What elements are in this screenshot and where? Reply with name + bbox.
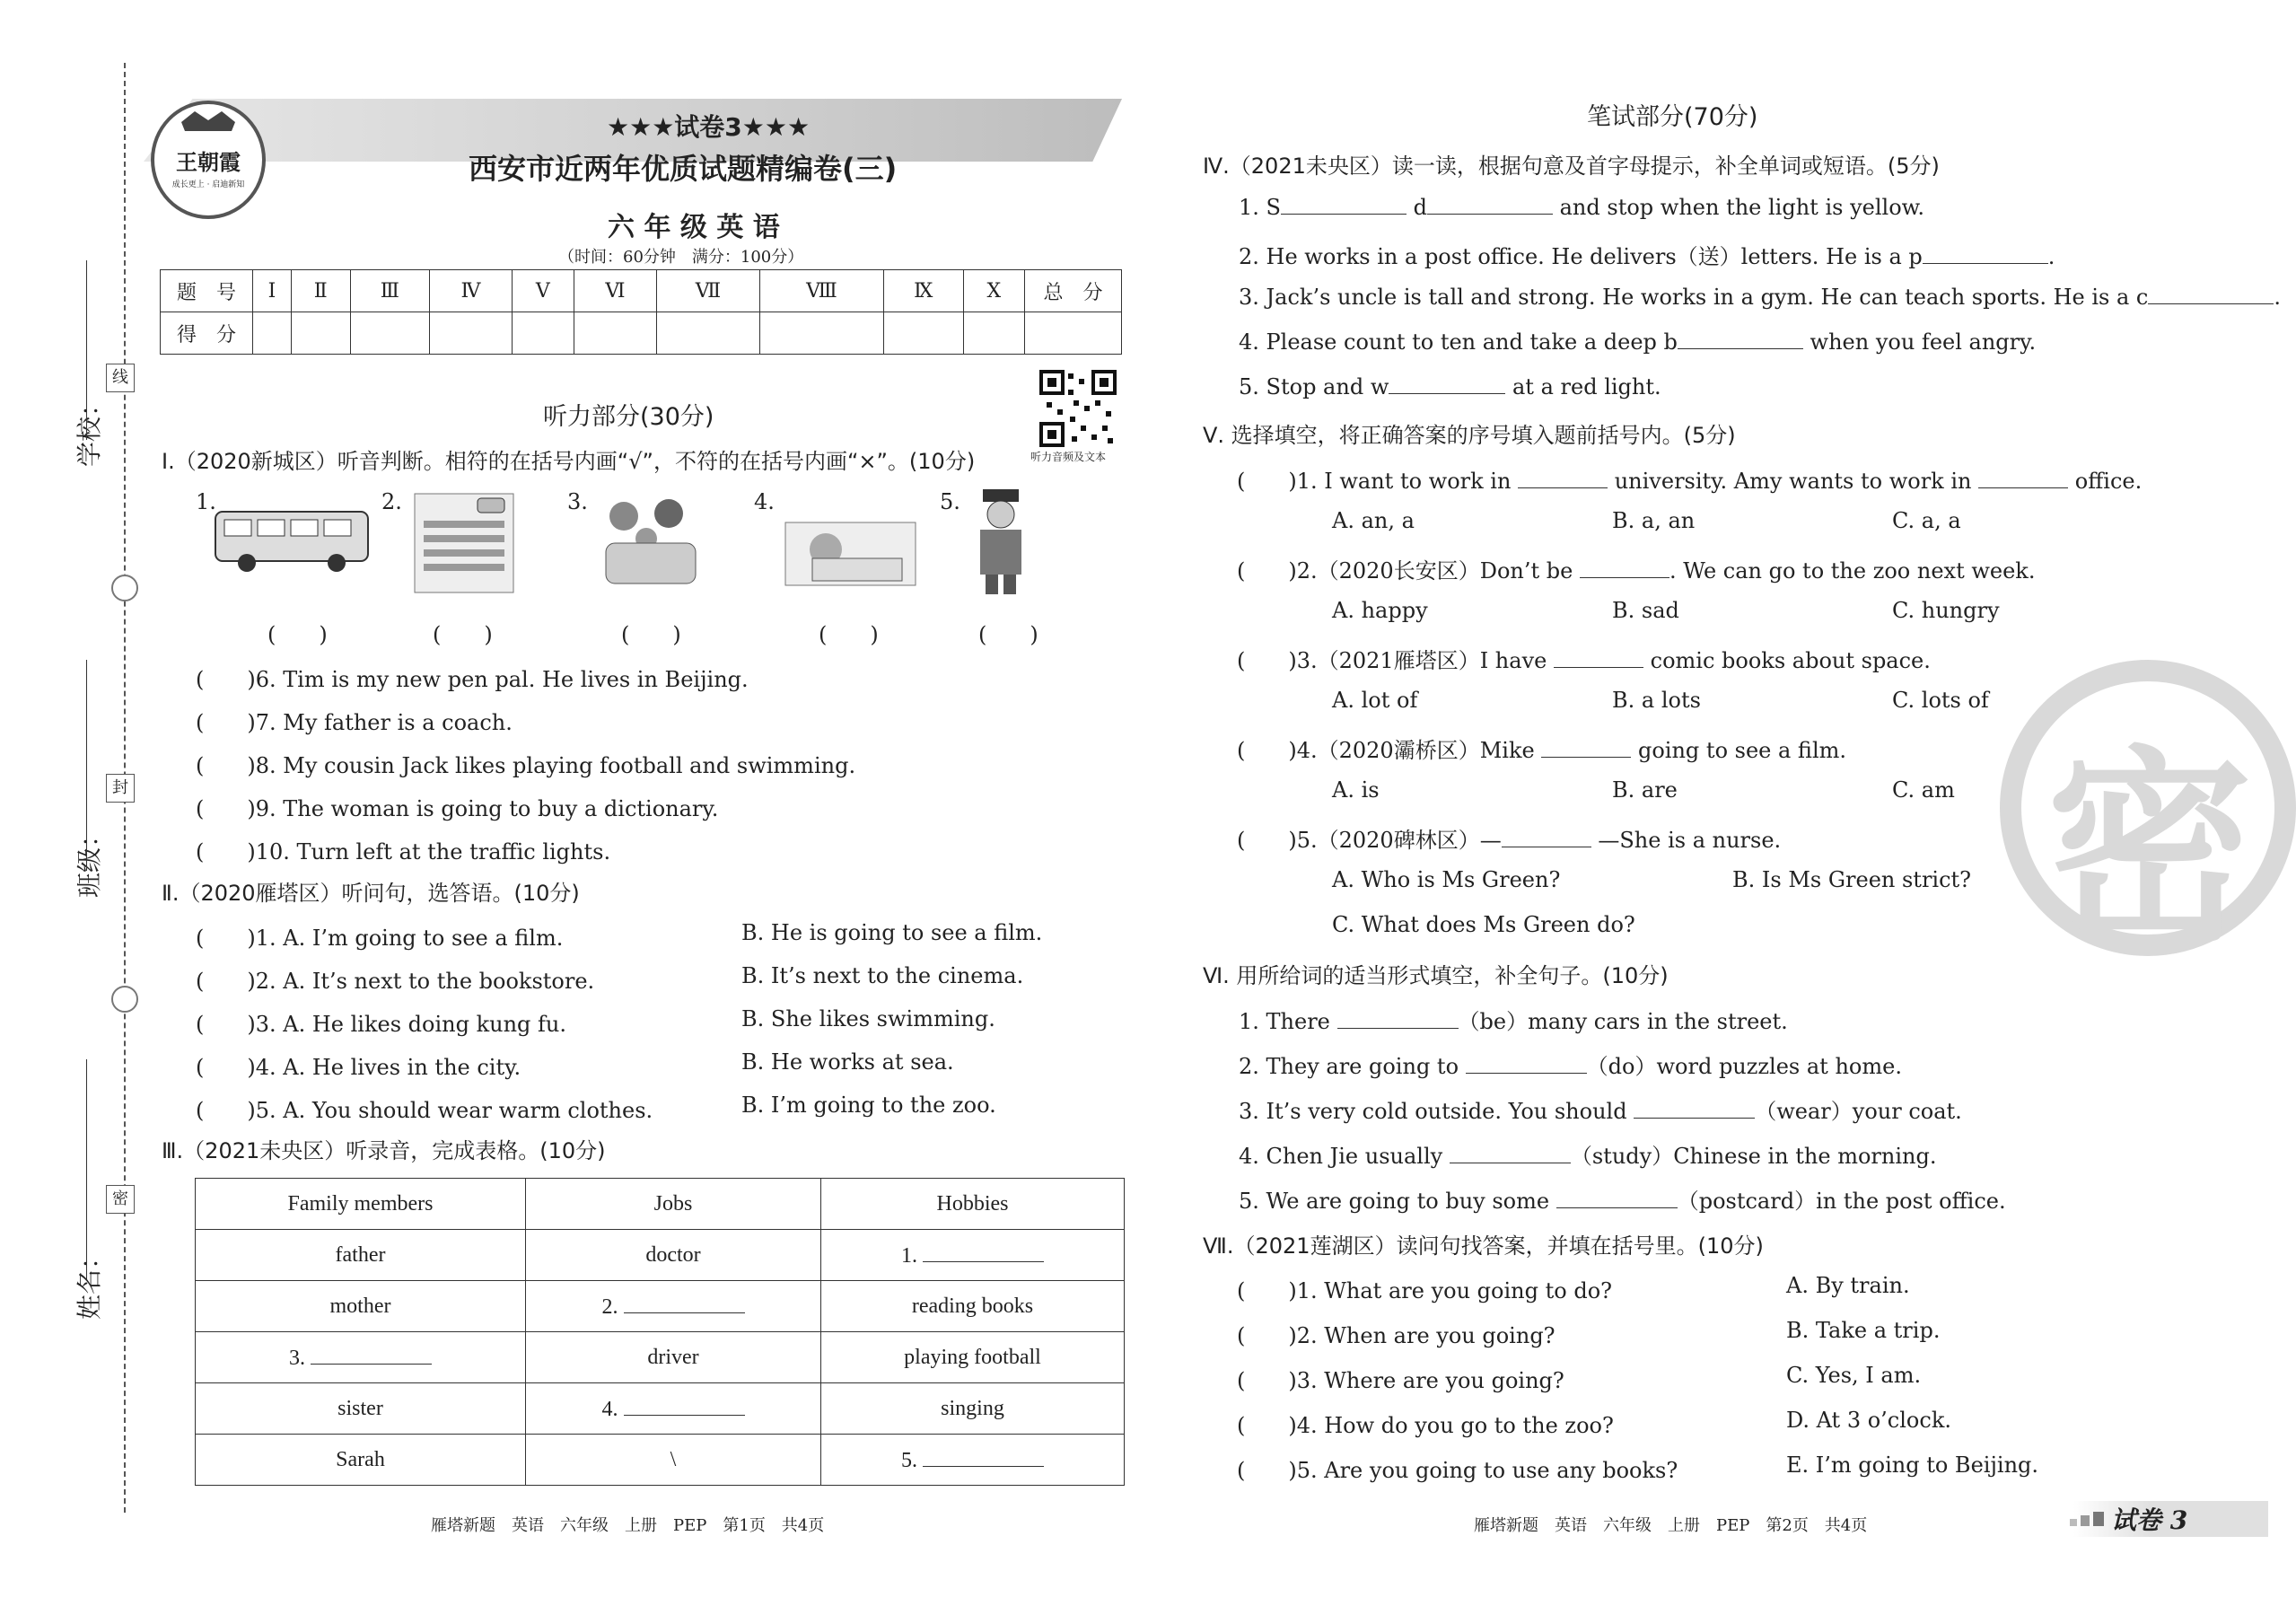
- option-a: A. Who is Ms Green?: [1332, 867, 1561, 892]
- score-cell[interactable]: [430, 312, 512, 355]
- score-header-cell: Ⅸ: [883, 270, 963, 312]
- table-cell: doctor: [526, 1230, 821, 1281]
- name-label: 姓名：: [74, 1243, 104, 1320]
- option-c: C. am: [1892, 777, 1955, 803]
- section-6-heading: Ⅵ. 用所给词的适当形式填空，补全句子。(10分): [1203, 963, 1669, 988]
- question-item: ( )4. A. He lives in the city.: [196, 1055, 521, 1080]
- table-header: Hobbies: [821, 1179, 1125, 1230]
- option-c: C. What does Ms Green do?: [1332, 912, 1635, 937]
- question-item: ( )1. I want to work in university. Amy wants to work in office.: [1237, 469, 2143, 494]
- pic-number: 3.: [567, 489, 588, 514]
- answer-option: A. By train.: [1786, 1273, 1910, 1298]
- question-item: 3. Jack’s uncle is tall and strong. He works in a gym. He can teach sports. He is a c .: [1239, 285, 2282, 310]
- score-cell[interactable]: [963, 312, 1024, 355]
- option-b: B. He is going to see a film.: [741, 920, 1043, 945]
- answer-paren[interactable]: ( ): [819, 622, 879, 647]
- footer-right: 雁塔新题 英语 六年级 上册 PEP 第2页 共4页: [1474, 1516, 1868, 1535]
- family-reading-icon: [588, 494, 714, 592]
- table-cell: mother: [196, 1281, 526, 1332]
- score-header-cell: 总 分: [1025, 270, 1122, 312]
- question-item: ( )1. A. I’m going to see a film.: [196, 926, 564, 951]
- bus-icon: [211, 507, 377, 575]
- question-item: 1. S d and stop when the light is yellow.: [1239, 195, 1924, 220]
- table-cell: singing: [821, 1383, 1125, 1435]
- name-input[interactable]: [86, 1059, 87, 1279]
- table-header: Jobs: [526, 1179, 821, 1230]
- question-item: ( )3. Where are you going?: [1237, 1368, 1564, 1393]
- pic-number: 2.: [381, 489, 402, 514]
- option-a: A. an, a: [1332, 508, 1415, 533]
- question-item: ( )5. A. You should wear warm clothes.: [196, 1098, 653, 1123]
- paper-tag: ★★★试卷3★★★: [607, 112, 811, 142]
- qr-caption: 听力音频及文本: [1030, 451, 1107, 463]
- option-b: B. Is Ms Green strict?: [1732, 867, 1972, 892]
- answer-option: E. I’m going to Beijing.: [1786, 1452, 2039, 1478]
- seal-mark-line: 线: [106, 364, 135, 392]
- table-cell: driver: [526, 1332, 821, 1383]
- option-b: B. sad: [1612, 598, 1679, 623]
- question-item: ( )7. My father is a coach.: [196, 710, 513, 735]
- score-cell[interactable]: [656, 312, 759, 355]
- answer-option: C. Yes, I am.: [1786, 1363, 1922, 1388]
- school-input[interactable]: [86, 260, 87, 440]
- option-a: A. lot of: [1332, 688, 1418, 713]
- question-item: ( )9. The woman is going to buy a dictionary.: [196, 796, 719, 821]
- option-a: A. is: [1332, 777, 1380, 803]
- question-item: ( )6. Tim is my new pen pal. He lives in Beijing.: [196, 667, 749, 692]
- question-item: 3. It’s very cold outside. You should （wear）your coat.: [1239, 1099, 1962, 1124]
- section-7-heading: Ⅶ.（2021莲湖区）读问句找答案，并填在括号里。(10分): [1203, 1233, 1764, 1259]
- option-b: B. a, an: [1612, 508, 1696, 533]
- score-cell[interactable]: [291, 312, 350, 355]
- option-c: C. a, a: [1892, 508, 1961, 533]
- qr-code-icon[interactable]: [1039, 370, 1117, 447]
- option-b: B. are: [1612, 777, 1678, 803]
- question-item: 1. There （be）many cars in the street.: [1239, 1009, 1788, 1034]
- table-cell: \: [526, 1435, 821, 1486]
- seal-mark-secret: 密: [106, 1185, 135, 1214]
- question-item: ( )10. Turn left at the traffic lights.: [196, 839, 611, 864]
- blank-number: 4.: [601, 1398, 618, 1421]
- score-header-cell: Ⅳ: [430, 270, 512, 312]
- question-item: ( )5.（2020碑林区）— —She is a nurse.: [1237, 828, 1782, 853]
- question-item: ( )5. Are you going to use any books?: [1237, 1458, 1678, 1483]
- question-item: 5. Stop and w at a red light.: [1239, 374, 1661, 399]
- question-item: ( )1. What are you going to do?: [1237, 1278, 1613, 1303]
- score-cell[interactable]: [759, 312, 883, 355]
- writing-title: 笔试部分(70分): [1587, 103, 1758, 131]
- option-b: B. It’s next to the cinema.: [741, 963, 1024, 988]
- table-cell-blank[interactable]: [196, 1332, 526, 1383]
- question-item: ( )8. My cousin Jack likes playing football and swimming.: [196, 753, 856, 778]
- score-header-cell: Ⅴ: [512, 270, 574, 312]
- section-3-heading: Ⅲ.（2021未央区）听录音，完成表格。(10分): [162, 1138, 606, 1163]
- option-b: B. I’m going to the zoo.: [741, 1093, 996, 1118]
- crosswalk-icon: [415, 494, 513, 592]
- question-item: 2. They are going to （do）word puzzles at home.: [1239, 1054, 1902, 1079]
- class-input[interactable]: [86, 660, 87, 871]
- option-b: B. a lots: [1612, 688, 1701, 713]
- score-header-cell: Ⅰ: [253, 270, 292, 312]
- question-item: ( )2. When are you going?: [1237, 1323, 1555, 1348]
- question-item: 5. We are going to buy some （postcard）in the post office.: [1239, 1189, 2006, 1214]
- answer-paren[interactable]: ( ): [978, 622, 1038, 647]
- table-cell: sister: [196, 1383, 526, 1435]
- table-cell: playing football: [821, 1332, 1125, 1383]
- score-header-cell: Ⅵ: [574, 270, 656, 312]
- binding-hole-icon: [111, 575, 138, 601]
- option-c: C. lots of: [1892, 688, 1989, 713]
- score-cell[interactable]: [883, 312, 963, 355]
- option-b: B. He works at sea.: [741, 1049, 954, 1075]
- question-item: ( )4.（2020灞桥区）Mike going to see a film.: [1237, 738, 1847, 763]
- score-cell[interactable]: [1025, 312, 1122, 355]
- answer-paren[interactable]: ( ): [621, 622, 681, 647]
- table-header: Family members: [196, 1179, 526, 1230]
- paper-title: 西安市近两年优质试题精编卷(三): [469, 152, 898, 186]
- family-table: [195, 1178, 1125, 1486]
- watermark-char: 密: [2046, 730, 2254, 970]
- score-header-cell: Ⅶ: [656, 270, 759, 312]
- time-info: （时间：60分钟 满分：100分）: [558, 248, 804, 267]
- brand-slogan: 成长更上 · 启迪新知: [171, 180, 245, 189]
- footer-left: 雁塔新题 英语 六年级 上册 PEP 第1页 共4页: [431, 1516, 825, 1535]
- table-cell: reading books: [821, 1281, 1125, 1332]
- question-item: ( )3. A. He likes doing kung fu.: [196, 1012, 567, 1037]
- score-cell[interactable]: [574, 312, 656, 355]
- binding-hole-icon: [111, 986, 138, 1013]
- section-1-heading: Ⅰ.（2020新城区）听音判断。相符的在括号内画“√”，不符的在括号内画“×”。(10分): [162, 449, 976, 474]
- sick-child-icon: [785, 505, 916, 585]
- table-cell: Sarah: [196, 1435, 526, 1486]
- listening-title: 听力部分(30分): [543, 403, 714, 431]
- score-cell[interactable]: [512, 312, 574, 355]
- table-cell-blank[interactable]: [821, 1435, 1125, 1486]
- brand-name: 王朝霞: [176, 150, 241, 175]
- school-label: 学校：: [74, 391, 104, 467]
- answer-option: D. At 3 o’clock.: [1786, 1408, 1951, 1433]
- score-table: [160, 269, 1122, 355]
- policeman-icon: [969, 489, 1032, 597]
- pic-number: 1.: [196, 489, 216, 514]
- blank-number: 5.: [901, 1449, 917, 1472]
- section-5-heading: Ⅴ. 选择填空，将正确答案的序号填入题前括号内。(5分): [1203, 423, 1736, 448]
- score-header-cell: Ⅹ: [963, 270, 1024, 312]
- option-c: C. hungry: [1892, 598, 2000, 623]
- score-header-cell: Ⅲ: [350, 270, 430, 312]
- score-cell[interactable]: [350, 312, 430, 355]
- question-item: 2. He works in a post office. He delivers（送）letters. He is a p .: [1239, 244, 2055, 269]
- question-item: ( )4. How do you go to the zoo?: [1237, 1413, 1614, 1438]
- footer-tab-label: 试卷 3: [2111, 1505, 2188, 1535]
- section-2-heading: Ⅱ.（2020雁塔区）听问句，选答语。(10分): [162, 881, 580, 906]
- answer-option: B. Take a trip.: [1786, 1318, 1941, 1343]
- table-cell-blank[interactable]: [526, 1281, 821, 1332]
- table-cell-blank[interactable]: [526, 1383, 821, 1435]
- option-a: A. happy: [1332, 598, 1428, 623]
- score-cell[interactable]: [253, 312, 292, 355]
- table-cell-blank[interactable]: [821, 1230, 1125, 1281]
- answer-paren[interactable]: ( ): [267, 622, 328, 647]
- brand-badge: [151, 101, 266, 219]
- blank-number: 1.: [901, 1244, 917, 1268]
- pic-number: 5.: [940, 489, 960, 514]
- question-item: ( )2. A. It’s next to the bookstore.: [196, 969, 595, 994]
- class-label: 班级：: [74, 821, 104, 898]
- question-item: 4. Chen Jie usually （study）Chinese in the morning.: [1239, 1144, 1937, 1169]
- blank-number: 2.: [601, 1295, 618, 1319]
- table-cell: father: [196, 1230, 526, 1281]
- option-b: B. She likes swimming.: [741, 1006, 995, 1031]
- answer-paren[interactable]: ( ): [433, 622, 493, 647]
- blank-number: 3.: [289, 1347, 305, 1370]
- seal-mark-seal: 封: [106, 774, 135, 803]
- section-4-heading: Ⅳ.（2021未央区）读一读，根据句意及首字母提示，补全单词或短语。(5分): [1203, 154, 1940, 179]
- score-header-cell: Ⅷ: [759, 270, 883, 312]
- subject-title: 六 年 级 英 语: [608, 212, 780, 243]
- question-item: 4. Please count to ten and take a deep b when you feel angry.: [1239, 329, 2037, 355]
- pic-number: 4.: [754, 489, 775, 514]
- question-item: ( )3.（2021雁塔区）I have comic books about space.: [1237, 648, 1931, 673]
- score-row-label: 得 分: [161, 312, 253, 355]
- score-header-cell: 题 号: [161, 270, 253, 312]
- squares-decoration-icon: [2070, 1512, 2106, 1530]
- score-header-cell: Ⅱ: [291, 270, 350, 312]
- question-item: ( )2.（2020长安区）Don’t be . We can go to the zoo next week.: [1237, 558, 2036, 584]
